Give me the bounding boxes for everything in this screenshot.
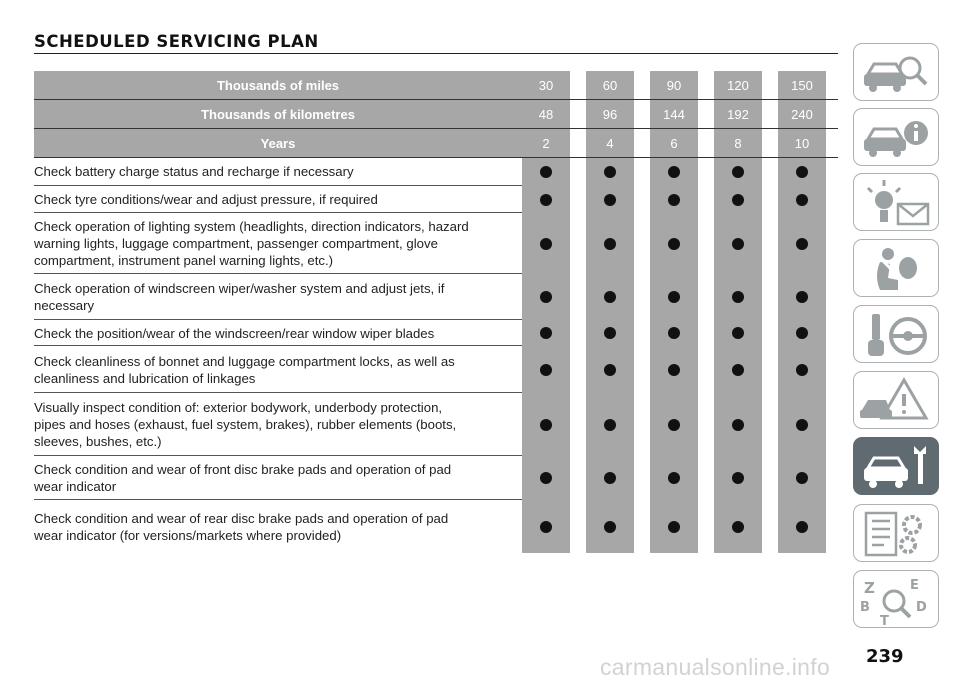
header-value: 48: [522, 100, 570, 129]
task-text-lines: [34, 218, 469, 269]
car-info-icon: [854, 109, 938, 165]
task-text-lines: [34, 353, 455, 387]
svg-text:D: D: [916, 600, 927, 615]
task-line: Check tyre conditions/wear and adjust pressure, if required: [34, 192, 378, 207]
svg-text:Z: Z: [864, 579, 875, 597]
task-text-lines: [34, 191, 378, 208]
service-marker: [796, 291, 808, 303]
task-text: [34, 157, 512, 186]
service-marker: [604, 364, 616, 376]
service-marker: [732, 327, 744, 339]
header-value: 96: [586, 100, 634, 129]
header-value: 60: [586, 71, 634, 100]
header-label: Thousands of kilometres: [34, 100, 522, 129]
task-line: warning lights, luggage compartment, passenger compartment, glove: [34, 236, 438, 251]
table-row: [34, 456, 838, 500]
service-marker: [668, 238, 680, 250]
task-line: Check condition and wear of rear disc brake pads and operation of pad: [34, 510, 449, 526]
task-text: [34, 393, 512, 456]
service-marker: [540, 472, 552, 484]
service-marker: [604, 166, 616, 178]
service-marker: [668, 472, 680, 484]
service-marker: [732, 238, 744, 250]
task-text: [34, 274, 512, 320]
seatbelt-airbag-icon: [854, 240, 938, 296]
table-row: [34, 274, 838, 320]
table-row: [34, 186, 838, 213]
page-number: 239: [866, 646, 904, 667]
service-marker: [540, 327, 552, 339]
header-value: 4: [586, 129, 634, 158]
service-marker: [796, 166, 808, 178]
service-marker: [604, 419, 616, 431]
service-marker: [668, 194, 680, 206]
task-text: [34, 213, 512, 274]
service-marker: [796, 419, 808, 431]
table-row: [34, 320, 838, 346]
service-marker: [796, 521, 808, 533]
service-marker: [604, 238, 616, 250]
header-value: 30: [522, 71, 570, 100]
task-line: necessary: [34, 298, 95, 313]
table-row: [34, 393, 838, 456]
service-marker: [732, 291, 744, 303]
service-marker: [668, 521, 680, 533]
task-line: compartment, instrument panel warning lights, etc.): [34, 253, 334, 268]
service-marker: [604, 194, 616, 206]
task-line: sleeves, bushes, etc.): [34, 434, 162, 449]
header-label: Thousands of miles: [34, 71, 522, 100]
header-value: 150: [778, 71, 826, 100]
service-marker: [668, 291, 680, 303]
table-row: [34, 157, 838, 186]
header-value: 144: [650, 100, 698, 129]
service-marker: [540, 521, 552, 533]
service-marker: [604, 327, 616, 339]
service-marker: [796, 194, 808, 206]
svg-text:B: B: [860, 600, 870, 615]
sidebar-tab-9[interactable]: [853, 570, 939, 628]
header-value: 192: [714, 100, 762, 129]
task-text-lines: [34, 510, 448, 544]
header-value: 240: [778, 100, 826, 129]
service-marker: [604, 472, 616, 484]
service-marker: [668, 419, 680, 431]
car-search-icon: [854, 44, 938, 100]
service-marker: [732, 472, 744, 484]
header-row: [34, 100, 838, 129]
task-line: pipes and hoses (exhaust, fuel system, brakes), rubber elements (boots,: [34, 417, 457, 432]
table-row: [34, 213, 838, 274]
sidebar-tab-8[interactable]: [853, 504, 939, 562]
service-marker: [668, 166, 680, 178]
service-marker: [796, 238, 808, 250]
service-marker: [796, 327, 808, 339]
sidebar-tab-3[interactable]: [853, 173, 939, 231]
service-marker: [604, 521, 616, 533]
task-text: [34, 500, 512, 553]
car-hazard-triangle-icon: [854, 372, 938, 428]
task-line: Visually inspect condition of: exterior bodywork, underbody protection,: [34, 400, 443, 415]
car-wrench-icon: [854, 438, 938, 494]
service-marker: [540, 166, 552, 178]
page-title: SCHEDULED SERVICING PLAN: [34, 32, 319, 51]
service-marker: [540, 194, 552, 206]
service-marker: [540, 291, 552, 303]
sidebar-tab-5[interactable]: [853, 305, 939, 363]
service-marker: [540, 364, 552, 376]
watermark: carmanualsonline.info: [600, 654, 831, 680]
task-text: [34, 346, 512, 393]
header-row: [34, 71, 838, 100]
service-marker: [540, 419, 552, 431]
service-marker: [732, 166, 744, 178]
table-row: [34, 500, 838, 553]
header-value: 120: [714, 71, 762, 100]
service-marker: [732, 521, 744, 533]
task-line: Check battery charge status and recharge if necessary: [34, 164, 354, 179]
spec-sheet-gear-icon: [854, 505, 938, 561]
header-value: 10: [778, 129, 826, 158]
service-marker: [796, 472, 808, 484]
table-row: [34, 346, 838, 393]
header-value: 8: [714, 129, 762, 158]
task-text: [34, 456, 512, 500]
task-line: wear indicator (for versions/markets where provided): [34, 527, 342, 543]
task-line: cleanliness and lubrication of linkages: [34, 370, 256, 386]
warning-light-message-icon: [854, 174, 938, 230]
service-marker: [796, 364, 808, 376]
task-text: [34, 320, 512, 346]
sidebar-tab-4[interactable]: [853, 239, 939, 297]
task-line: Check condition and wear of front disc brake pads and operation of pad: [34, 462, 452, 477]
header-value: 90: [650, 71, 698, 100]
service-marker: [668, 327, 680, 339]
header-value: 6: [650, 129, 698, 158]
sidebar-tab-1[interactable]: [853, 43, 939, 101]
alphabet-index-search-icon: [854, 571, 938, 627]
task-text-lines: [34, 399, 456, 450]
task-line: wear indicator: [34, 479, 117, 494]
service-marker: [604, 291, 616, 303]
task-text-lines: [34, 325, 434, 342]
task-text-lines: [34, 280, 444, 314]
service-marker: [668, 364, 680, 376]
task-text-lines: [34, 163, 354, 180]
service-marker: [732, 419, 744, 431]
service-marker: [540, 238, 552, 250]
sidebar-tab-7[interactable]: [853, 437, 939, 495]
key-steering-wheel-icon: [854, 306, 938, 362]
service-marker: [732, 364, 744, 376]
task-line: Check operation of windscreen wiper/washer system and adjust jets, if: [34, 281, 445, 296]
sidebar-tab-2[interactable]: [853, 108, 939, 166]
svg-text:T: T: [880, 614, 889, 627]
task-line: Check the position/wear of the windscreen/rear window wiper blades: [34, 325, 435, 341]
task-line: Check operation of lighting system (headlights, direction indicators, hazard: [34, 219, 469, 234]
header-value: 2: [522, 129, 570, 158]
header-row: [34, 129, 838, 158]
task-text: [34, 186, 512, 213]
service-marker: [732, 194, 744, 206]
sidebar-tab-6[interactable]: [853, 371, 939, 429]
task-text-lines: [34, 461, 451, 495]
header-label: Years: [34, 129, 522, 158]
svg-text:E: E: [910, 578, 919, 593]
task-line: Check cleanliness of bonnet and luggage compartment locks, as well as: [34, 353, 455, 369]
title-rule: [34, 53, 838, 54]
